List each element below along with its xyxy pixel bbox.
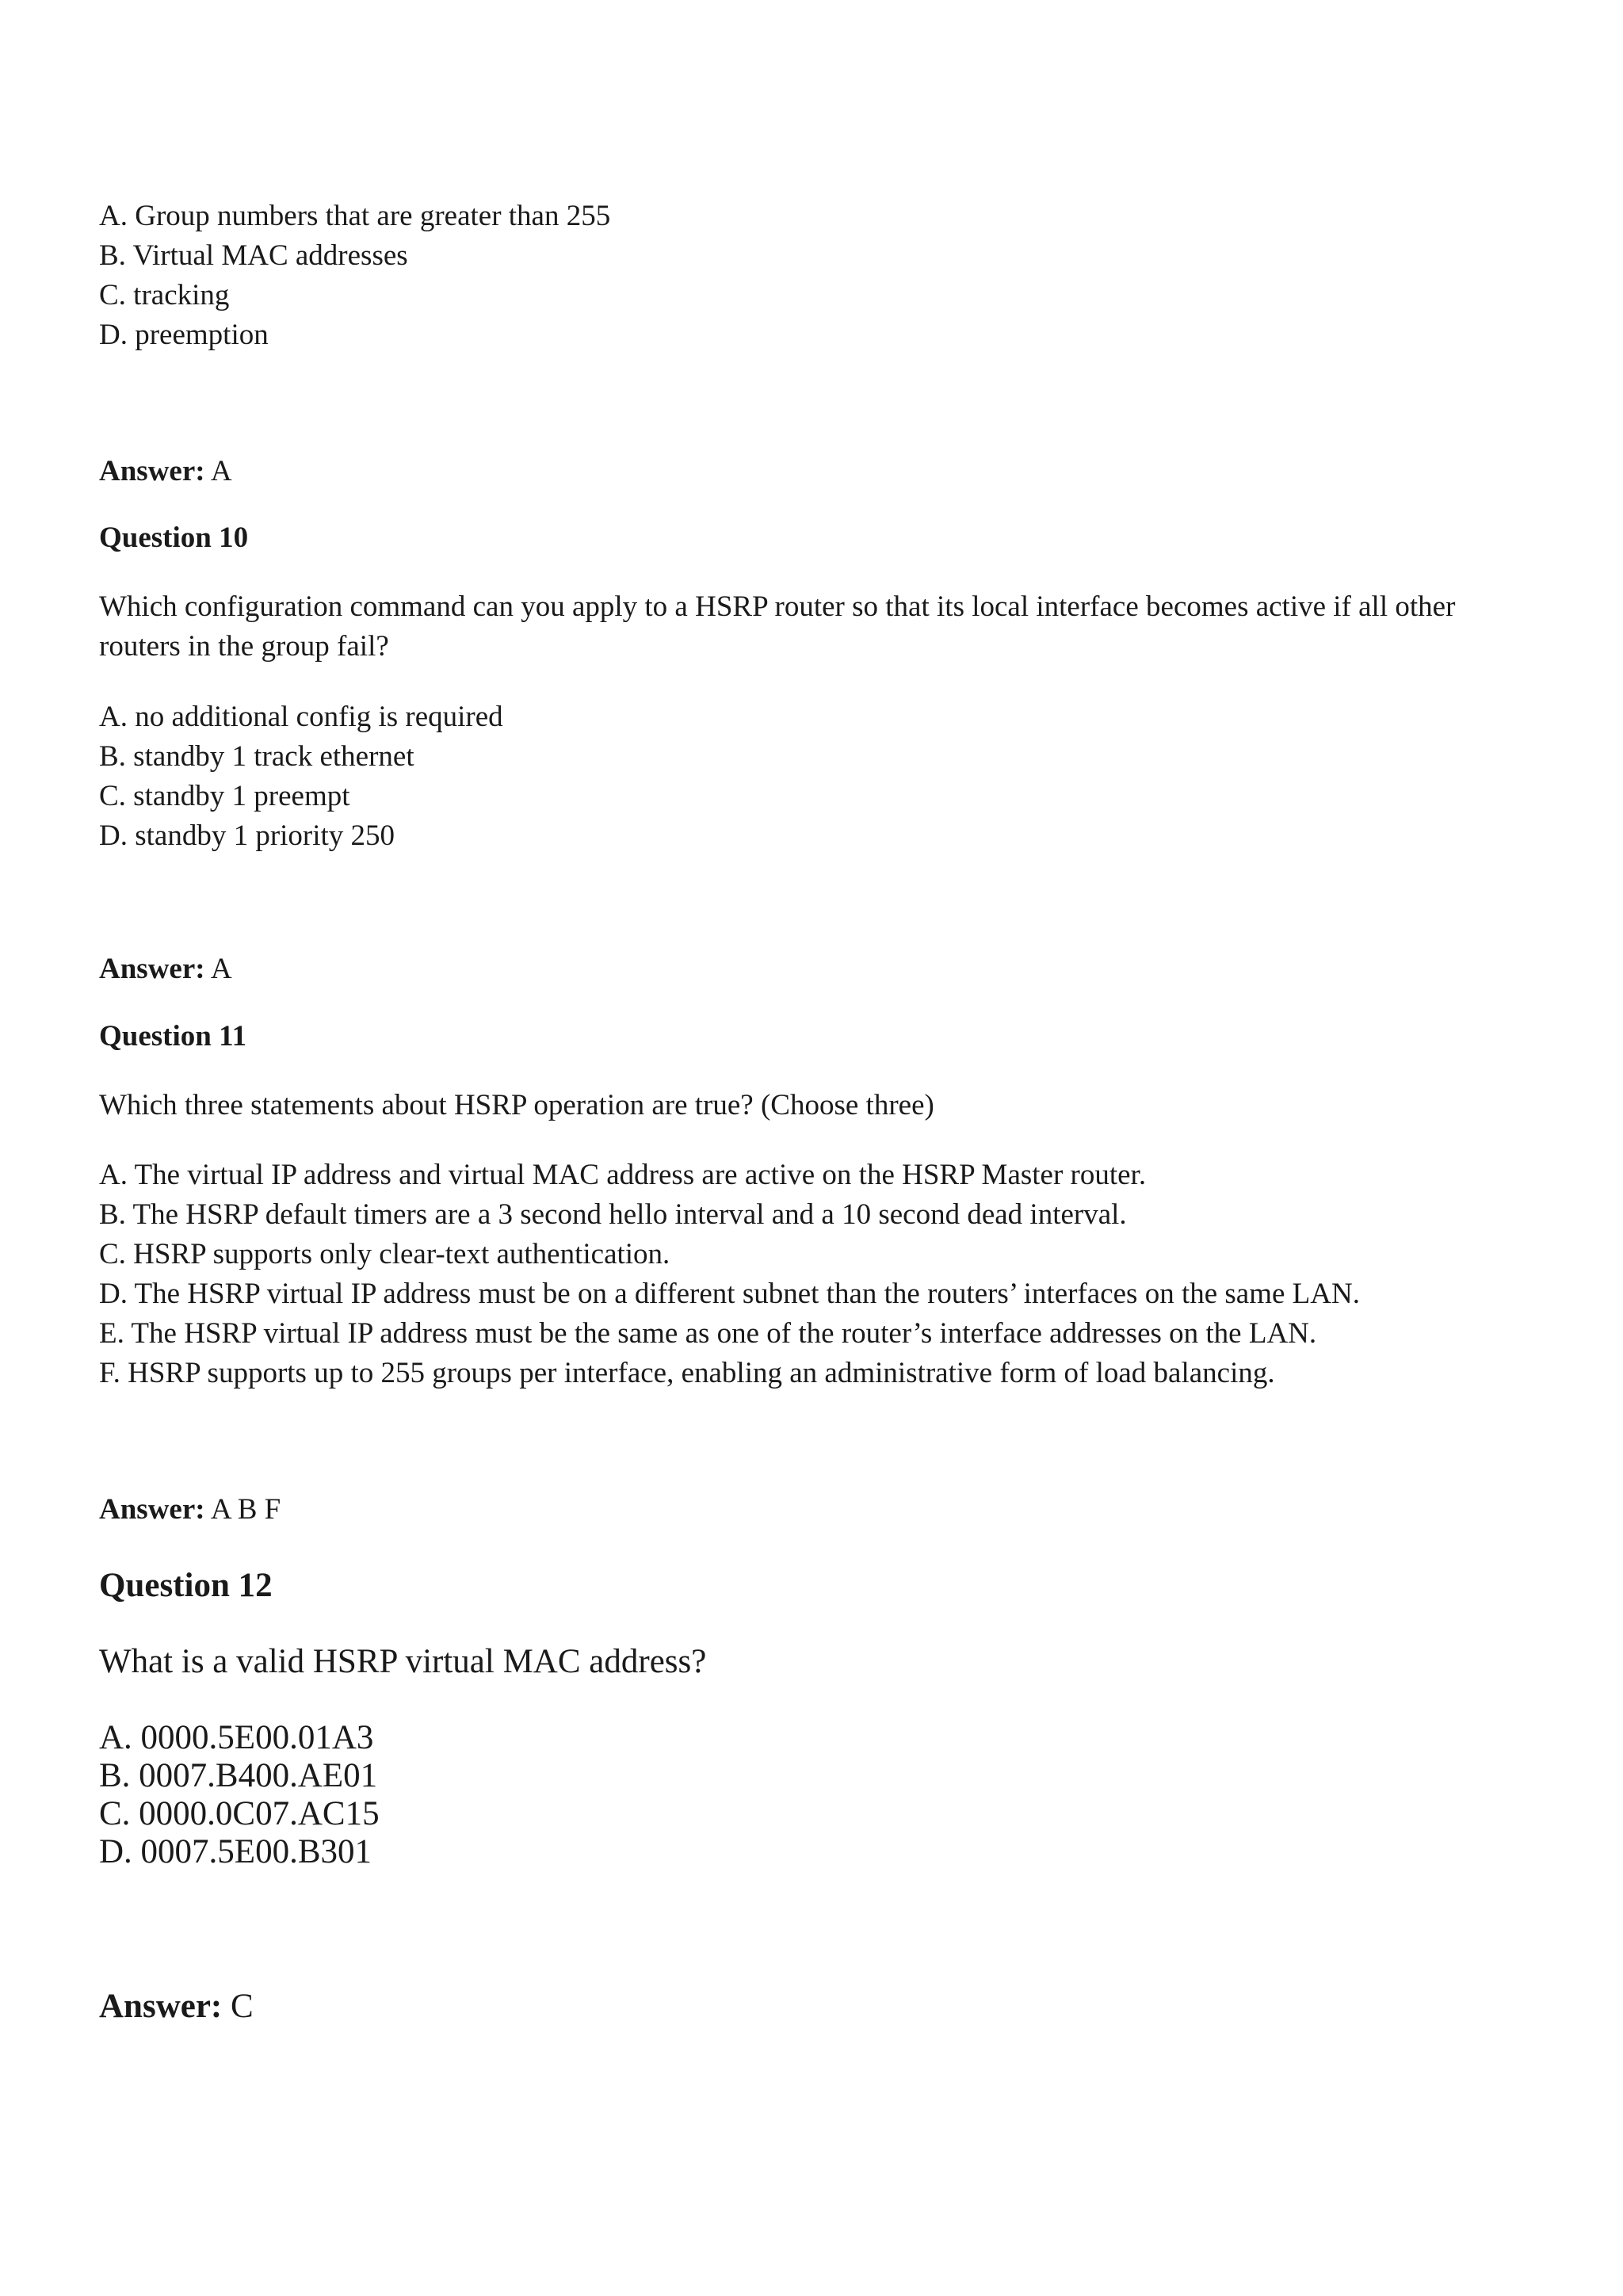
question-10-title: Question 10	[99, 521, 249, 554]
question-12-text: What is a valid HSRP virtual MAC address?	[99, 1643, 707, 1680]
option-d: D. 0007.5E00.B301	[99, 1833, 372, 1870]
question-10-answer	[99, 949, 232, 989]
option-c: C. standby 1 preempt	[99, 780, 350, 812]
option-b: B. Virtual MAC addresses	[99, 239, 408, 272]
answer-value: A	[210, 455, 232, 487]
prev-answer	[99, 452, 232, 491]
question-12-answer	[99, 1988, 254, 2026]
option-e: E. The HSRP virtual IP address must be the same as one of the router’s interface addresses on the LAN.	[99, 1317, 1317, 1350]
option-c: C. HSRP supports only clear-text authentication.	[99, 1238, 670, 1270]
answer-value: A B F	[210, 1493, 281, 1526]
question-10-text: Which configuration command can you apply to a HSRP router so that its local interface becomes active if all other routers in the group fail?	[99, 590, 1456, 663]
answer-label: Answer:	[99, 455, 205, 487]
option-d: D. The HSRP virtual IP address must be on a different subnet than the routers’ interfaces on the same LAN.	[99, 1278, 1360, 1310]
answer-label: Answer:	[99, 953, 205, 985]
question-11-text: Which three statements about HSRP operation are true? (Choose three)	[99, 1089, 934, 1121]
option-d: D. preemption	[99, 319, 269, 351]
option-c: C. tracking	[99, 279, 230, 311]
option-c: C. 0000.0C07.AC15	[99, 1795, 380, 1832]
option-b: B. The HSRP default timers are a 3 second hello interval and a 10 second dead interval.	[99, 1198, 1127, 1231]
option-d: D. standby 1 priority 250	[99, 819, 395, 852]
answer-label: Answer:	[99, 1493, 205, 1526]
prev-question-options	[99, 197, 610, 355]
option-a: A. Group numbers that are greater than 255	[99, 200, 611, 232]
question-12-options	[99, 1719, 380, 1871]
question-11-title: Question 11	[99, 1020, 247, 1052]
question-12-title: Question 12	[99, 1567, 273, 1604]
answer-value: C	[231, 1988, 254, 2025]
option-b: B. standby 1 track ethernet	[99, 740, 414, 773]
option-b: B. 0007.B400.AE01	[99, 1757, 378, 1794]
option-f: F. HSRP supports up to 255 groups per interface, enabling an administrative form of load balancing.	[99, 1357, 1275, 1389]
question-11-answer	[99, 1490, 281, 1530]
option-a: A. no additional config is required	[99, 701, 503, 733]
option-a: A. 0000.5E00.01A3	[99, 1719, 374, 1756]
answer-label: Answer:	[99, 1988, 223, 2025]
question-11-options	[99, 1156, 1360, 1393]
question-10-options	[99, 697, 503, 856]
option-a: A. The virtual IP address and virtual MAC address are active on the HSRP Master router.	[99, 1159, 1147, 1191]
answer-value: A	[210, 953, 232, 985]
